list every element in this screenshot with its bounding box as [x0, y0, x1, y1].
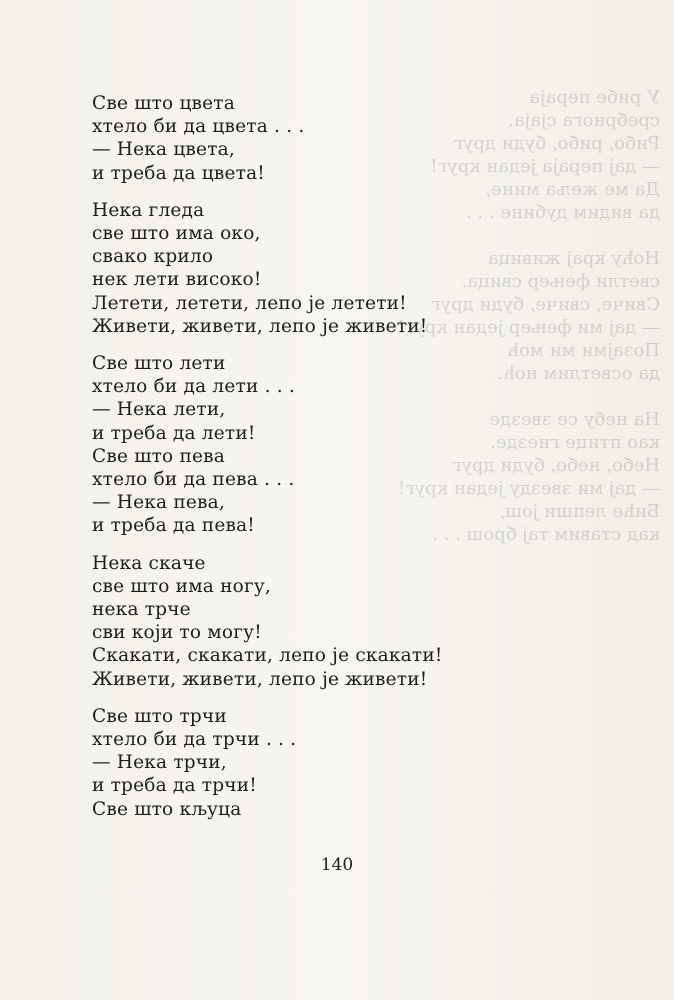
stanza	[92, 92, 512, 185]
poem-line: све што има око,	[92, 223, 261, 245]
poem-line: и треба да трчи!	[92, 775, 257, 797]
poem-line: Нека скаче	[92, 552, 206, 574]
reverse-side-show-through: У рибе пераја сребрнога сјаја. Рибо, рибо, буди друг — дај пераја један круг! Да ме жеља мине, да видим дубине . . . Ноћу крај живица светли фењер свица. Свиче, свиче, буди друг — дај ми фењер један круг! Позајми ми моћ да осветлим ноћ. На небу се звезде као птице гнезде. Небо, небо, буди друг — дај ми звезду један круг! Биће лепши још, кад ставим тај брош . . .	[397, 87, 660, 545]
page-number: 140	[320, 855, 354, 875]
poem-line: хтело би да трчи . . .	[92, 729, 297, 751]
stanza	[92, 352, 512, 538]
poem-text	[92, 92, 512, 835]
poem-line: нека трче	[92, 599, 191, 621]
poem-line: хтело би да цвета . . .	[92, 116, 305, 138]
poem-line: свако крило	[92, 246, 214, 268]
poem-line: Све што кљуца	[92, 798, 242, 820]
poem-line: и треба да лети!	[92, 422, 256, 444]
poem-line: Све што пева	[92, 445, 225, 467]
poem-line: Све што цвета	[92, 93, 235, 114]
poem-line: Скакати, скакати, лепо је скакати!	[92, 645, 443, 667]
poem-line: и треба да цвета!	[92, 162, 265, 184]
poem-line: нек лети високо!	[92, 269, 262, 291]
poem-line: све што има ногу,	[92, 575, 272, 597]
poem-line: — Нека пева,	[92, 492, 225, 514]
poem-line: и треба да пева!	[92, 515, 255, 537]
poem-line: Нека гледа	[92, 199, 205, 221]
poem-line: — Нека лети,	[92, 399, 226, 421]
poem-line: Живети, живети, лепо је живети!	[92, 668, 428, 690]
poem-line: хтело би да лети . . .	[92, 376, 295, 398]
poem-line: Све што лети	[92, 353, 226, 375]
poem-line: Живети, живети, лепо је живети!	[92, 315, 428, 337]
poem-line: — Нека цвета,	[92, 139, 235, 161]
poem-line: Летети, летети, лепо је летети!	[92, 292, 407, 314]
poem-line: сви који то могу!	[92, 622, 262, 644]
stanza	[92, 705, 512, 821]
poem-line: Све што трчи	[92, 705, 227, 727]
stanza	[92, 199, 512, 338]
stanza	[92, 552, 512, 691]
poem-line: — Нека трчи,	[92, 752, 227, 774]
poem-line: хтело би да пева . . .	[92, 469, 295, 491]
